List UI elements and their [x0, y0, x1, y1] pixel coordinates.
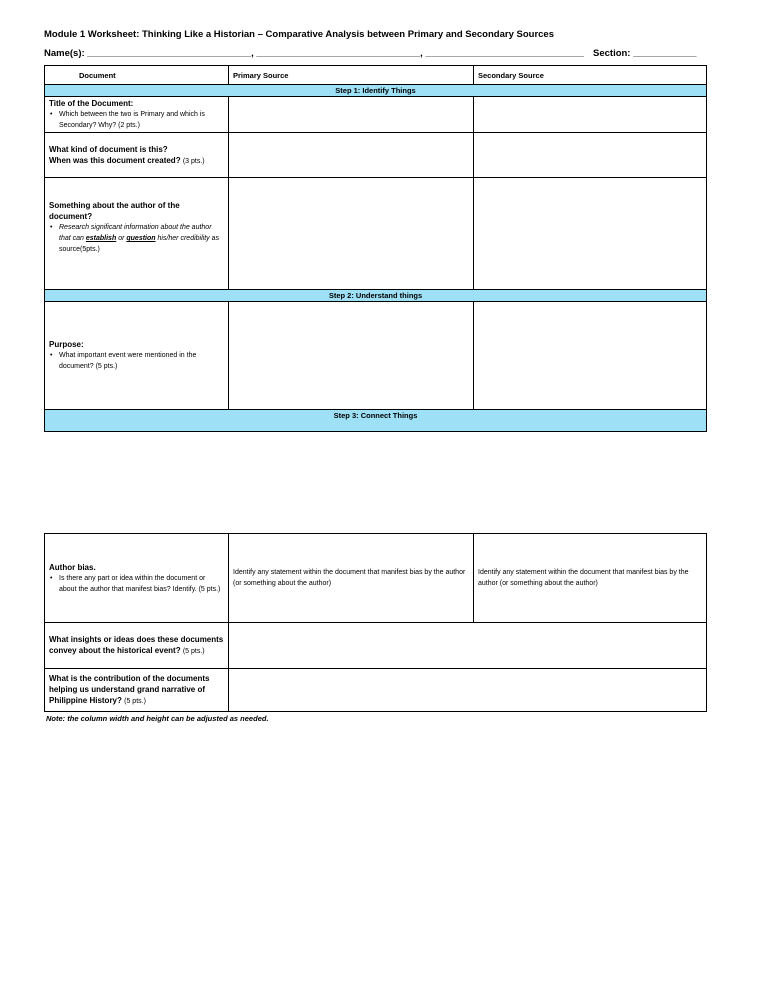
contribution-cell: [45, 669, 229, 712]
analysis-table-part2: [44, 533, 707, 712]
author-primary-cell[interactable]: [229, 178, 474, 290]
document-kind-cell: [45, 133, 229, 178]
document-kind-line2: When was this document created?: [49, 155, 181, 165]
table-row: [45, 302, 707, 410]
table-row: [45, 133, 707, 178]
author-bias-bullet: • Is there any part or idea within the document or about the author that manifest bias? Identify. (5 pts.): [59, 573, 224, 595]
names-line: [44, 48, 697, 59]
purpose-cell: [45, 302, 229, 410]
step1-row: [45, 85, 707, 97]
col-header-document: Document: [45, 66, 229, 85]
purpose-secondary-cell[interactable]: [474, 302, 707, 410]
bias-secondary-cell[interactable]: Identify any statement within the document that manifest bias by the author (or something about the author): [474, 534, 707, 623]
worksheet-title: Module 1 Worksheet: Thinking Like a Historian – Comparative Analysis between Primary and Secondary Sources: [44, 29, 554, 40]
names-field[interactable]: Name(s): _______________________________, _______________________________, ______________________________: [44, 48, 584, 59]
table-row: [45, 178, 707, 290]
contribution-answer-cell[interactable]: [229, 669, 707, 712]
title-of-document-bullet: • Which between the two is Primary and which is Secondary? Why? (2 pts.): [59, 109, 224, 131]
title-of-document-cell: [45, 97, 229, 133]
document-kind-line1: What kind of document is this?: [49, 144, 168, 154]
kind-secondary-cell[interactable]: [474, 133, 707, 178]
col-header-secondary: Secondary Source: [474, 66, 707, 85]
contribution-pts: (5 pts.): [124, 698, 146, 705]
footnote: Note: the column width and height can be adjusted as needed.: [46, 714, 269, 723]
table-header-row: [45, 66, 707, 85]
insights-answer-cell[interactable]: [229, 623, 707, 669]
author-cell: [45, 178, 229, 290]
bias-primary-cell[interactable]: Identify any statement within the document that manifest bias by the author (or something about the author): [229, 534, 474, 623]
title-primary-cell[interactable]: [229, 97, 474, 133]
document-kind-pts: (3 pts.): [182, 157, 205, 165]
purpose-bullet: • What important event were mentioned in the document? (5 pts.): [59, 350, 224, 372]
contribution-question: What is the contribution of the documents helping us understand grand narrative of Philippine History?: [49, 674, 210, 705]
step3-label: Step 3: Connect Things: [45, 410, 707, 432]
kind-primary-cell[interactable]: [229, 133, 474, 178]
insights-question: What insights or ideas does these documents convey about the historical event?: [49, 635, 224, 655]
table-row: [45, 97, 707, 133]
table-row: [45, 534, 707, 623]
author-bullet: • Research significant information about the author that can establish or question his/her credibility as source(5pts.): [59, 222, 224, 255]
purpose-primary-cell[interactable]: [229, 302, 474, 410]
author-bias-heading: Author bias.: [49, 562, 96, 572]
section-field[interactable]: Section: ____________: [593, 48, 697, 59]
author-secondary-cell[interactable]: [474, 178, 707, 290]
title-secondary-cell[interactable]: [474, 97, 707, 133]
analysis-table-part1: [44, 65, 707, 432]
step1-label: Step 1: Identify Things: [45, 85, 707, 97]
insights-pts: (5 pts.): [182, 648, 205, 655]
step2-row: [45, 290, 707, 302]
insights-cell: [45, 623, 229, 669]
table-row: [45, 623, 707, 669]
table-row: [45, 669, 707, 712]
step3-row: [45, 410, 707, 432]
author-heading: Something about the author of the document?: [49, 201, 180, 221]
author-bias-cell: [45, 534, 229, 623]
purpose-heading: Purpose:: [49, 340, 84, 349]
title-of-document-heading: Title of the Document:: [49, 99, 134, 108]
col-header-primary: Primary Source: [229, 66, 474, 85]
step2-label: Step 2: Understand things: [45, 290, 707, 302]
